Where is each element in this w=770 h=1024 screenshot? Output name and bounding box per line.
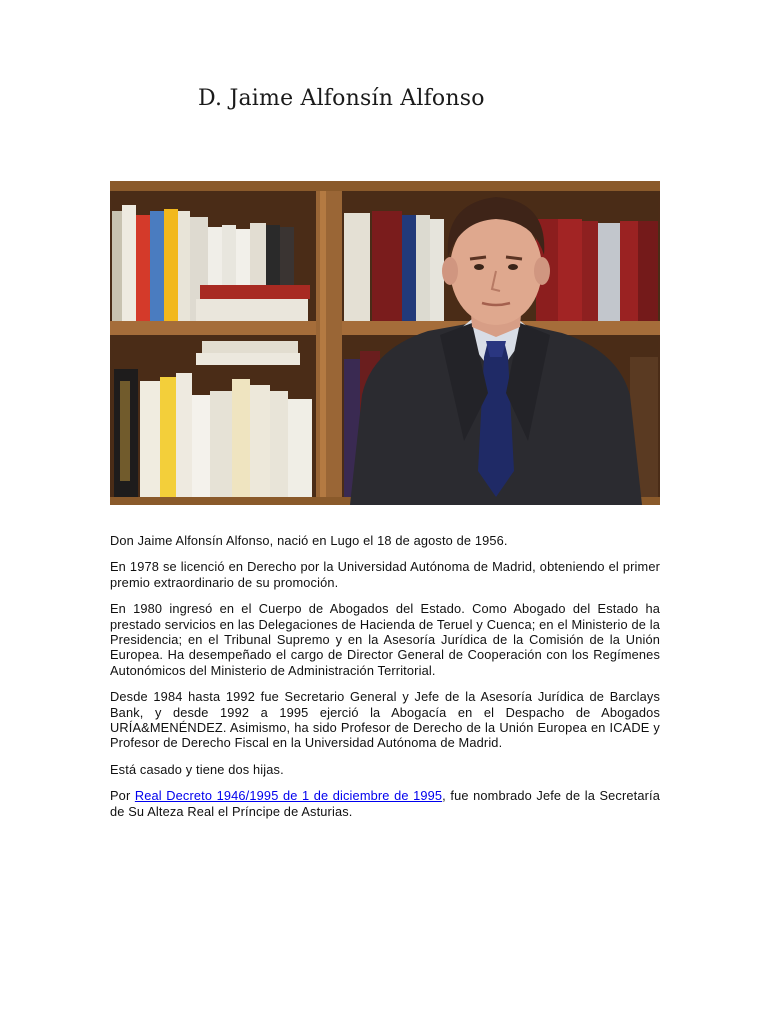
appointment-suffix: , fue nombrado Jefe de la Secretaría de Su Alteza Real el Príncipe de Asturias.: [110, 788, 660, 819]
bio-private-sector-paragraph: Desde 1984 hasta 1992 fue Secretario General y Jefe de la Asesoría Jurídica de Barclays Bank, y desde 1992 a 1995 ejerció la Abogacía en el Despacho de Abogados URÍA&MENÉNDEZ. Asimismo, ha sido Profesor de Derecho de la Unión Europea en ICADE y Profesor de Derecho Fiscal en la Universidad Autónoma de Madrid.: [110, 689, 660, 751]
biography-text: [110, 533, 660, 830]
royal-decree-link[interactable]: Real Decreto 1946/1995 de 1 de diciembre de 1995: [134, 788, 443, 804]
bio-career-paragraph: En 1980 ingresó en el Cuerpo de Abogados del Estado. Como Abogado del Estado ha prestado servicios en las Delegaciones de Hacienda de Teruel y Cuenca; en el Ministerio de la Presidencia; en el Tribunal Supremo y en la Asesoría Jurídica de la Comisión de la Unión Europea. Ha desempeñado el cargo de Director General de Cooperación con los Regímenes Autonómicos del Ministerio de Administración Territorial.: [110, 601, 660, 678]
appointment-prefix: Por: [110, 788, 135, 804]
portrait-photo: [110, 181, 660, 505]
page-title: D. Jaime Alfonsín Alfonso: [198, 86, 485, 111]
bio-appointment-paragraph: [110, 788, 660, 819]
bio-family-paragraph: Está casado y tiene dos hijas.: [110, 761, 284, 777]
bio-education-paragraph: En 1978 se licenció en Derecho por la Universidad Autónoma de Madrid, obteniendo el primer premio extraordinario de su promoción.: [110, 559, 660, 590]
bio-birth-paragraph: Don Jaime Alfonsín Alfonso, nació en Lugo el 18 de agosto de 1956.: [110, 533, 508, 548]
